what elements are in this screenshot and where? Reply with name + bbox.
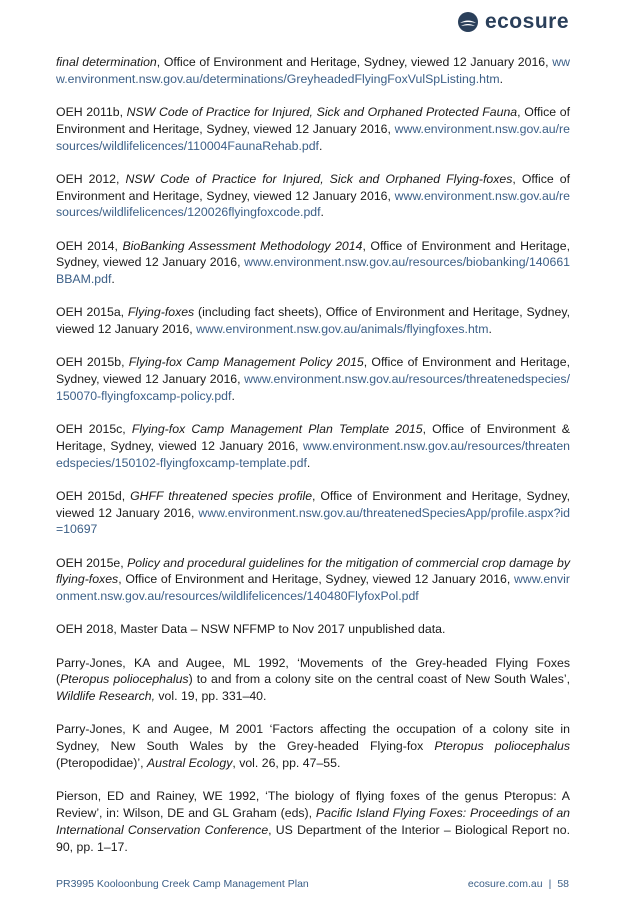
reference-text: OEH 2015b, [56, 355, 129, 370]
reference-text: . [231, 388, 235, 403]
reference-text: Pierson, ED and Rainey, WE 1992, ‘The biology of flying foxes of the genus Pteropus: A Review’, in: Wilson, DE and GL Graham (eds), [56, 789, 570, 820]
reference-link[interactable]: www.environment.nsw.gov.au/resources/wildlifelicences/140480FlyfoxPol.pdf [56, 572, 570, 604]
reference-link[interactable]: www.environment.nsw.gov.au/animals/flyingfoxes.htm [196, 322, 489, 337]
document-title: PR3995 Kooloonbung Creek Camp Management Plan [56, 878, 309, 890]
reference-entry [56, 488, 570, 538]
footer-website[interactable]: ecosure.com.au [467, 878, 543, 890]
reference-link[interactable]: www.environment.nsw.gov.au/threatenedSpeciesApp/profile.aspx?id=10697 [56, 505, 570, 537]
page-footer [56, 878, 569, 890]
reference-text: , Office of Environment and Heritage, Sydney, viewed 12 January 2016, [156, 55, 553, 69]
reference-text: OEH 2015d, [56, 488, 131, 503]
page-number: 58 [557, 878, 569, 890]
reference-italic-text: Flying-fox Camp Management Policy 2015 [128, 355, 364, 370]
reference-italic-text: Pteropus poliocephalus [434, 739, 571, 754]
reference-italic-text: Pteropus poliocephalus [60, 672, 189, 687]
reference-italic-text: Flying-fox Camp Management Plan Template 2015 [131, 422, 423, 437]
reference-text: OEH 2018, Master Data – NSW NFFMP to Nov 2017 unpublished data. [56, 622, 446, 637]
reference-text: , Office of Environment and Heritage, Sydney, viewed 12 January 2016, [56, 238, 570, 270]
reference-italic-text: GHFF threatened species profile [130, 488, 313, 503]
reference-text: . [318, 138, 323, 153]
reference-text: OEH 2015c, [56, 422, 132, 437]
reference-entry [56, 555, 570, 605]
reference-text: . [306, 455, 311, 470]
reference-text: OEH 2011b, [56, 104, 127, 119]
reference-text: , Office of Environment and Heritage, Sydney, viewed 12 January 2016, [118, 572, 514, 587]
reference-entry [56, 238, 570, 288]
reference-text: Parry-Jones, KA and Augee, ML 1992, ‘Movements of the Grey-headed Flying Foxes ( [56, 655, 570, 687]
reference-text: , Office of Environment and Heritage, Sydney, viewed 12 January 2016, [56, 488, 571, 520]
reference-text: . [320, 205, 324, 220]
reference-italic-text: NSW Code of Practice for Injured, Sick and Orphaned Protected Fauna [126, 104, 518, 119]
reference-entry [56, 104, 570, 154]
reference-entry [56, 721, 570, 771]
reference-text: , Office of Environment and Heritage, Sydney, viewed 12 January 2016, [56, 355, 570, 387]
ecosure-logo-text: ecosure [484, 10, 569, 33]
reference-link[interactable]: www.environment.nsw.gov.au/resources/biobanking/140661BBAM.pdf [56, 255, 570, 287]
reference-italic-text: Flying-foxes [127, 305, 195, 320]
reference-entry [56, 655, 570, 705]
reference-entry [56, 788, 570, 855]
reference-text: , US Department of the Interior – Biological Report no. 90, pp. 1–17. [56, 822, 570, 854]
reference-text: . [499, 71, 504, 86]
reference-entry [56, 421, 570, 471]
reference-entry [56, 54, 570, 88]
reference-text: (including fact sheets), Office of Environment and Heritage, Sydney, viewed 12 January 2016, [56, 305, 570, 337]
reference-text: , Office of Environment and Heritage, Sydney, viewed 12 January 2016, [56, 171, 570, 203]
reference-italic-text: BioBanking Assessment Methodology 2014 [122, 238, 363, 253]
reference-text: OEH 2015e, [56, 555, 128, 570]
reference-text: , Office of Environment and Heritage, Sydney, viewed 12 January 2016, [56, 104, 570, 136]
ecosure-logo-icon [457, 11, 479, 33]
reference-italic-text: Policy and procedural guidelines for the mitigation of commercial crop damage by flying-foxes [56, 555, 571, 587]
reference-link[interactable]: www.environment.nsw.gov.au/determinations/GreyheadedFlyingFoxVulSpListing.htm [56, 55, 570, 86]
reference-italic-text: NSW Code of Practice for Injured, Sick and Orphaned Flying-foxes [125, 171, 513, 186]
reference-text: , Office of Environment & Heritage, Sydney, viewed 12 January 2016, [56, 422, 571, 453]
reference-list [56, 54, 570, 872]
reference-italic-text: Pacific Island Flying Foxes: Proceedings of an International Conservation Conference [56, 805, 571, 837]
reference-entry [56, 621, 570, 638]
reference-text: OEH 2014, [56, 238, 123, 253]
reference-text: (Pteropodidae)’, [56, 756, 147, 770]
footer-separator: | [548, 878, 552, 890]
reference-entry [56, 354, 570, 404]
reference-text: OEH 2015a, [56, 305, 128, 320]
page-header [457, 10, 569, 34]
reference-text: . [111, 272, 115, 287]
reference-italic-text: final determination [56, 55, 157, 69]
reference-link[interactable]: www.environment.nsw.gov.au/resources/threatenedspecies/150070-flyingfoxcamp-policy.pdf [56, 372, 570, 403]
reference-text: ) to and from a colony site on the central coast of New South Wales’, [188, 672, 571, 687]
reference-text: Parry-Jones, K and Augee, M 2001 ‘Factors affecting the occupation of a colony site in Sydney, New South Wales by the Grey-headed Flying-fox [56, 722, 570, 754]
reference-text: , vol. 26, pp. 47–55. [232, 756, 341, 770]
reference-italic-text: Austral Ecology [146, 756, 233, 770]
reference-italic-text: Wildlife Research, [56, 689, 155, 704]
reference-text: . [488, 322, 492, 337]
reference-link[interactable]: www.environment.nsw.gov.au/resources/wildlifelicences/120026flyingfoxcode.pdf [56, 188, 570, 220]
reference-text: vol. 19, pp. 331–40. [154, 689, 267, 704]
reference-link[interactable]: www.environment.nsw.gov.au/resources/threatenedspecies/150102-flyingfoxcamp-template.pdf [56, 438, 570, 470]
footer-right [468, 878, 569, 890]
reference-entry [56, 304, 570, 338]
reference-text: OEH 2012, [56, 171, 126, 186]
reference-link[interactable]: www.environment.nsw.gov.au/resources/wildlifelicences/110004FaunaRehab.pdf [56, 121, 570, 153]
reference-entry [56, 171, 570, 221]
